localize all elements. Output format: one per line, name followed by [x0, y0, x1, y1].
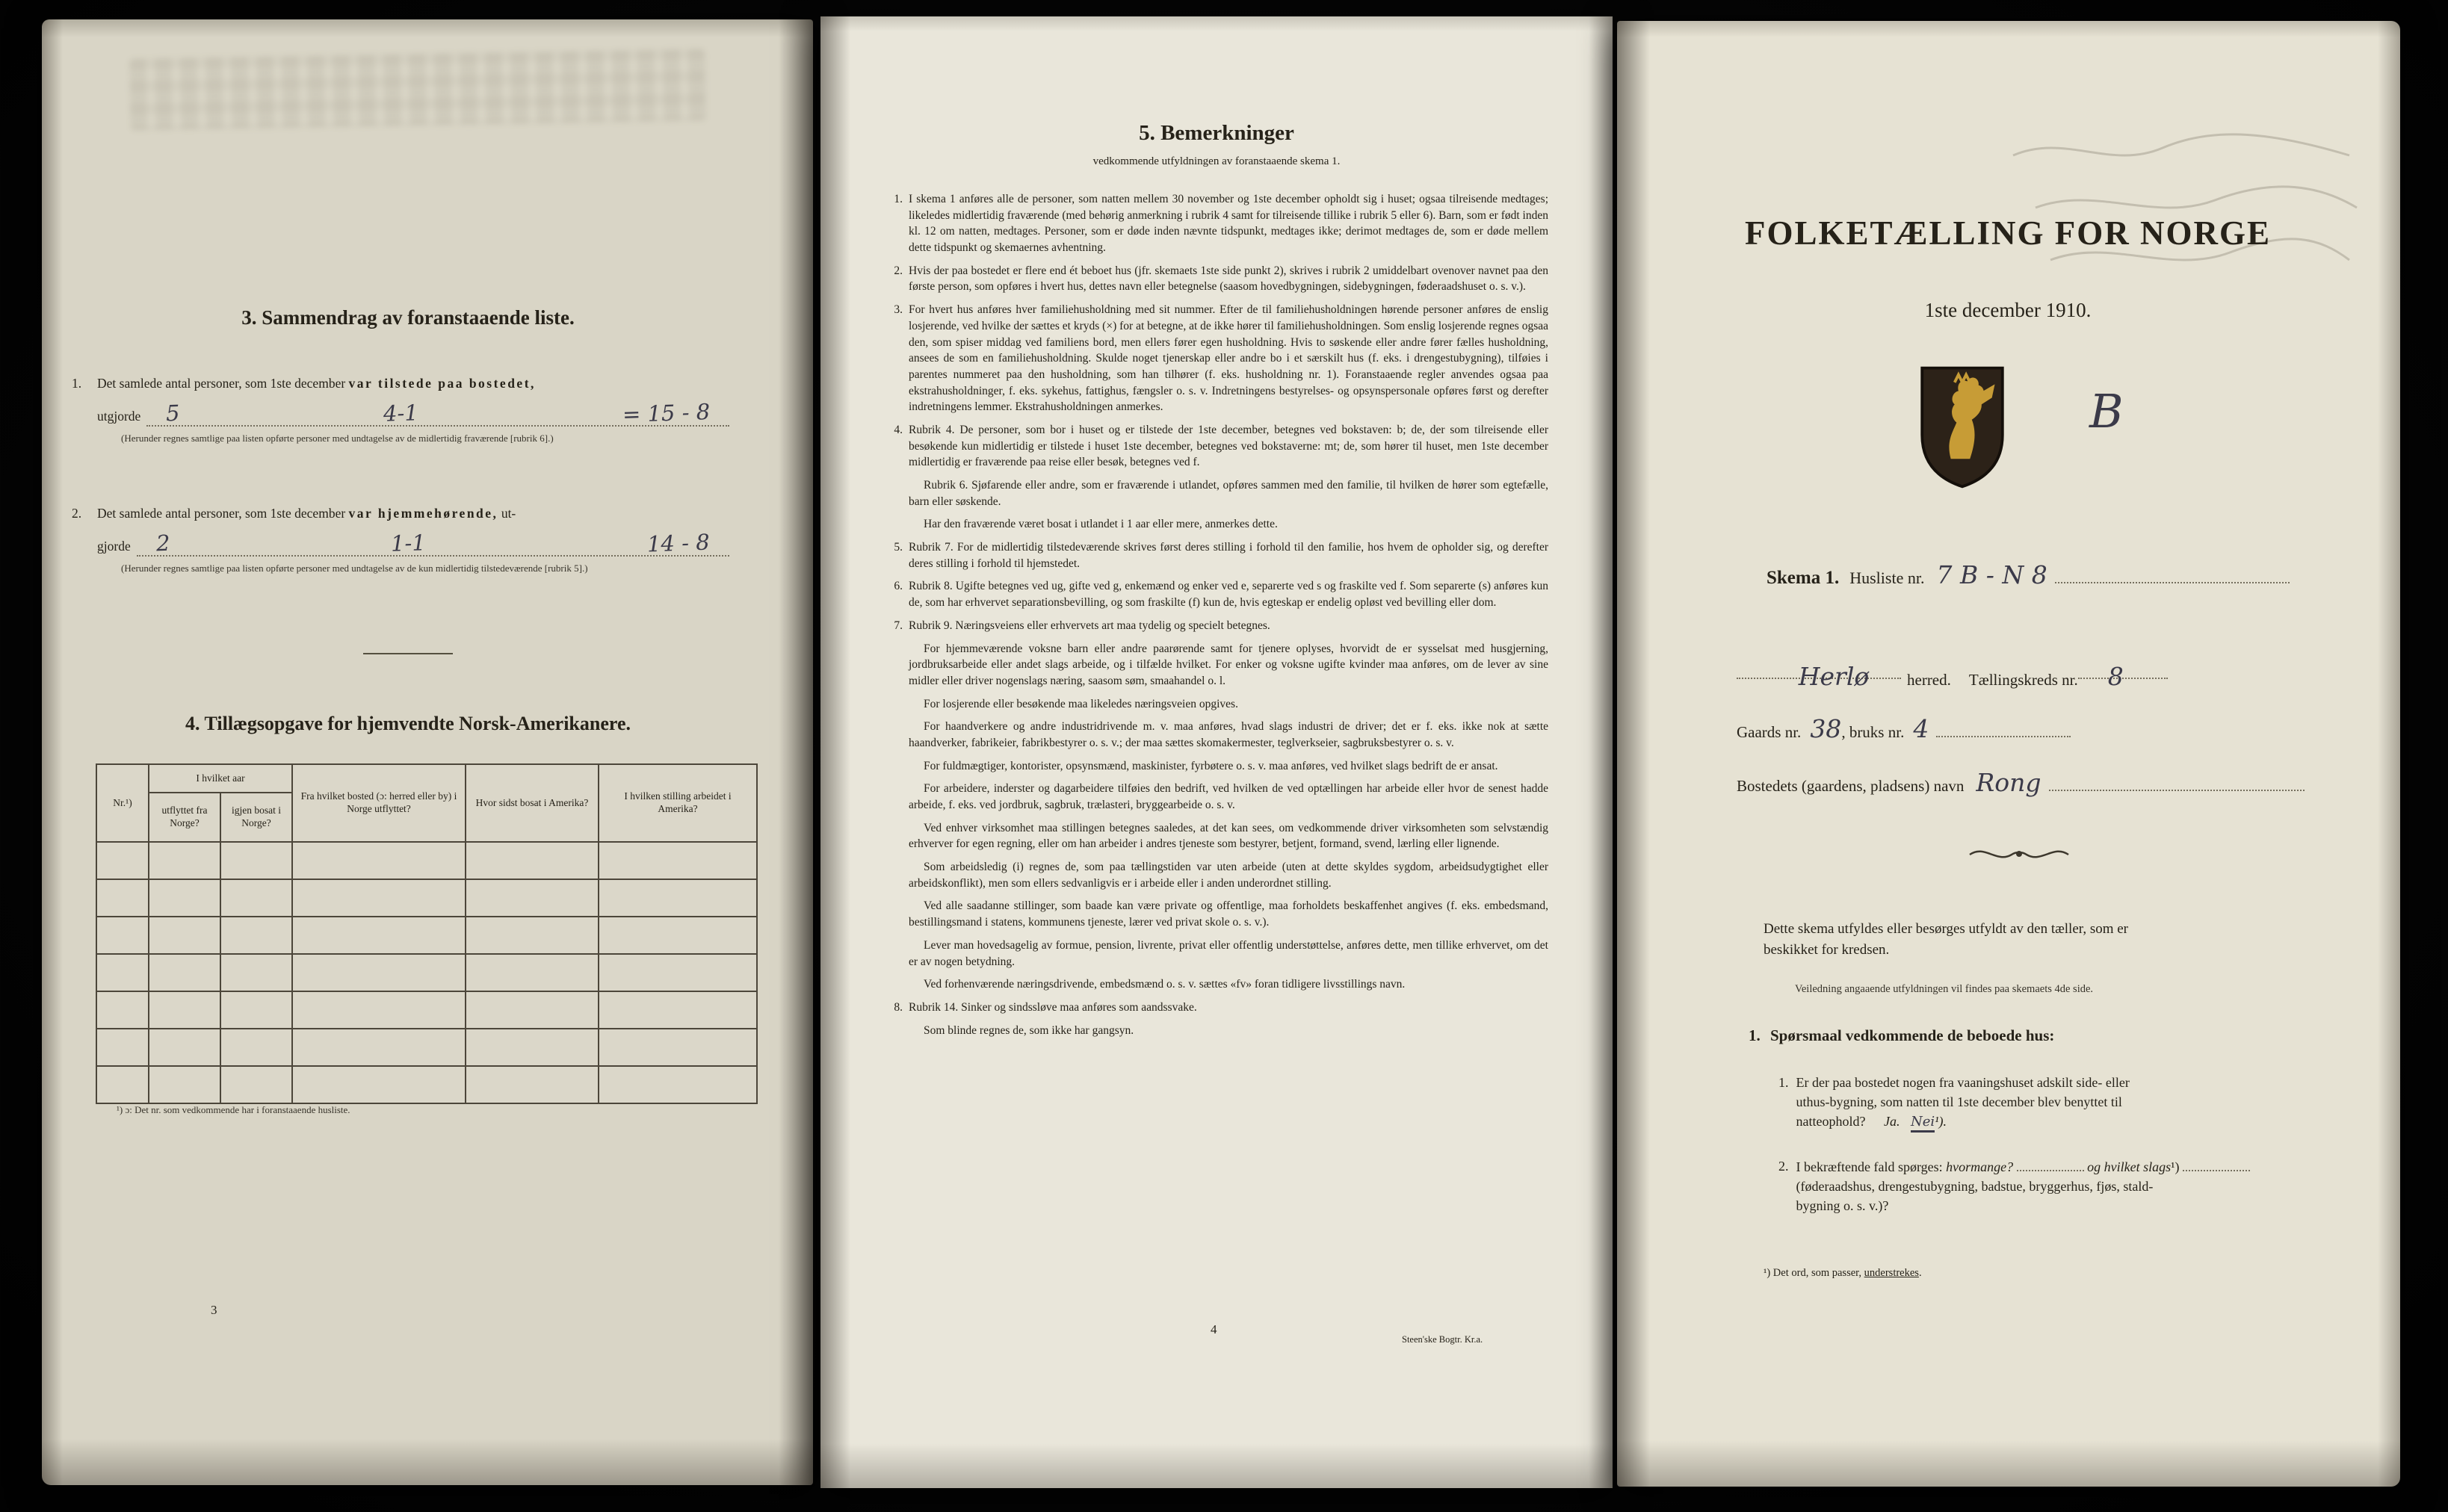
remark-number	[886, 516, 903, 533]
filler-note-line2: beskikket for kredsen.	[1764, 941, 1890, 958]
remark-text: Ved alle saadanne stillinger, som baade kan være private og offentlige, maa forholdets beskaffenhet angives (f. eks. embedsmand, bestillingsmand i statens, kommunens tjeneste, lærer ved privat skole o. s. v.).	[909, 899, 1548, 929]
dotted-line	[2055, 570, 2290, 583]
item-number: 1.	[72, 376, 82, 391]
remark-text: Ved forhenværende næringsdrivende, embedsmænd o. s. v. sættes «fv» foran tidligere livsstillings navn.	[924, 978, 1406, 991]
q2-line3: bygning o. s. v.)?	[1796, 1198, 1889, 1214]
section4-heading: 4. Tillægsopgave for hjemvendte Norsk-Amerikanere.	[185, 713, 631, 734]
norwegian-americans-table	[96, 763, 758, 1104]
remark-paragraph	[886, 1023, 1548, 1039]
remark-text: For haandverkere og andre industridrivende m. v. maa anføres, hvad slags industri de driver; det er f. eks. ikke nok at sætte haandverker, fabrikeier, fabrikbestyrer o. s. v.; der maa sættes skomakermester, teglverkseier, sagbruksbestyrer o. s. v.	[909, 720, 1548, 749]
question-1	[1778, 1073, 2302, 1132]
handwritten-right-value: 14 - 8	[646, 529, 711, 557]
filler-note-line1: Dette skema utfyldes eller besørges utfyldt av den tæller, som er	[1764, 921, 2129, 937]
remark-number: 1.	[894, 193, 903, 205]
remark-text: For arbeidere, inderster og dagarbeidere tilføies den bedrift, ved hvilken de ved optællingen har arbeide eller hvor de senest hadde arbeide, f. eks. ved jordbruk, sagbruk, trælasteri, bryggearbeide o. s. v.	[909, 782, 1548, 811]
q1-line2: uthus-bygning, som natten til 1ste december blev benyttet til	[1796, 1094, 2122, 1110]
remark-paragraph	[886, 422, 1548, 471]
question-text	[1796, 1073, 2130, 1132]
remark-text: Rubrik 7. For de midlertidig tilstedeværende skrives først deres stilling i forhold til den familie, hos hvem de opholder sig, og derefter deres stilling i forhold til hjemstedet.	[909, 541, 1548, 570]
item-text-emphasis: var hjemmehørende,	[348, 506, 498, 521]
remark-paragraph	[886, 696, 1548, 713]
table-row	[96, 842, 757, 879]
herred-label: herred.	[1907, 671, 1951, 689]
question-text	[1796, 1156, 2250, 1215]
table-row	[96, 954, 757, 991]
remark-text: For hvert hus anføres hver familiehusholdning med sit nummer. Efter de til familiehusholdningen hørende personer anføres de enslig losjerende, ved hvilke der sættes et kryds (×) for at betegne, at de ikke hører til familiehusholdningen. Som enslig losjerende regnes ogsaa den, som spiser middag ved familiens bord, men ellers fører egen husholdning. Hvis to søskende eller andre fører fælles husholdning, ansees de som en familiehusholdning. Skulde noget tjenerskap eller andre bo i et særskilt hus (f. eks. i drengestubygning), tilføies i parentes nummeret paa den husholdning, som han tilhører (f. eks. husholdning nr. 1). Foranstaaende regler anvendes ogsaa paa ekstrahusholdninger, f. eks. sykehus, fattighus, fængsler o. s. v. Indretningens bestyrelses- og opsynspersonale opføres først og derefter indretningens lemmer. Ekstrahusholdningen anmerkes.	[909, 303, 1548, 414]
divider-ornament-icon	[1967, 841, 2071, 867]
remark-paragraph	[886, 578, 1548, 610]
gjorde-label: gjorde	[97, 539, 131, 554]
dotted-line	[146, 397, 729, 427]
remark-paragraph	[886, 641, 1548, 690]
col-header-last-residence: Hvor sidst bosat i Amerika?	[466, 764, 599, 842]
remark-paragraph	[886, 302, 1548, 415]
item2-note: (Herunder regnes samtlige paa listen opførte personer med undtagelse av de kun midlertidig tilstedeværende [rubrik 5].)	[121, 562, 588, 574]
handwritten-kreds-number: 8	[2107, 662, 2124, 691]
handwritten-bosted-name: Rong	[1976, 768, 2041, 797]
q2-hvormange: hvormange?	[1946, 1159, 2014, 1174]
remark-paragraph	[886, 938, 1548, 970]
q2-line2: (føderaadshus, drengestubygning, badstue, bryggerhus, fjøs, stald-	[1796, 1179, 2154, 1195]
remark-paragraph	[886, 719, 1548, 751]
district-line	[1737, 662, 2305, 690]
answer-nei: Nei	[1911, 1114, 1935, 1133]
handwritten-gaards-number: 38	[1810, 714, 1842, 743]
remark-number	[886, 781, 903, 813]
col-header-from-residence: Fra hvilket bosted (ɔ: herred eller by) i Norge utflyttet?	[292, 764, 466, 842]
remark-paragraph	[886, 477, 1548, 509]
remark-paragraph	[886, 781, 1548, 813]
item-text-plain: Det samlede antal personer, som 1ste december	[97, 376, 346, 391]
remark-paragraph	[886, 539, 1548, 571]
residence-line	[1737, 768, 2305, 797]
q1-line3: natteophold?	[1796, 1114, 1866, 1130]
remark-paragraph	[886, 898, 1548, 930]
dotted-line	[1737, 662, 1901, 691]
handwritten-right-value: = 15 - 8	[622, 399, 711, 428]
husliste-label: Husliste nr.	[1849, 568, 1925, 587]
col-header-year-back: igjen bosat i Norge?	[220, 793, 292, 842]
remark-text: Rubrik 4. De personer, som bor i huset og er tilstede der 1ste december, betegnes ved bokstaven: b; de, der som tilreisende eller besøkende kun midlertidig er tilstede i huset 1ste december, betegnes ved bokstaverne: mt; de, som hører til huset, men 1ste december midlertidig er fraværende paa reise eller besøk, betegnes ved f.	[909, 423, 1548, 469]
table-row	[96, 1066, 757, 1103]
handwritten-letter: B	[2089, 384, 2124, 439]
dotted-line	[2049, 774, 2305, 791]
filler-note	[1764, 919, 2294, 960]
remark-text: Rubrik 6. Sjøfarende eller andre, som er fraværende i utlandet, opføres sammen med den familie, til hvilken de hører som egtefælle, barn eller søskende.	[909, 479, 1548, 508]
remark-number: 6.	[894, 580, 903, 593]
guidance-note: Veiledning angaaende utfyldningen vil findes paa skemaets 4de side.	[1795, 983, 2094, 995]
answer-ja: Ja.	[1883, 1114, 1900, 1130]
handwritten-bruks-number: 4	[1913, 714, 1929, 743]
remark-number: 8.	[894, 1000, 903, 1014]
table-footnote: ¹) ɔ: Det nr. som vedkommende har i foranstaaende husliste.	[117, 1104, 350, 1115]
handwritten-total: 5	[165, 400, 181, 427]
remarks-heading	[880, 121, 1553, 146]
remark-text: I skema 1 anføres alle de personer, som natten mellem 30 november og 1ste december opholdt sig i huset; ogsaa tilreisende medtages; likeledes midlertidig fraværende (med behørig anmerkning i rubrik 4 samt for tilreisende tillike i rubrik 5 eller 6). Barn, som er født inden kl. 12 om natten, medtages. Personer, som er døde inden nævnte tidspunkt, medtages ikke; derimot medtages de, som er døde mellem dette tidspunkt og skemaernes avhentning.	[909, 193, 1548, 255]
remark-text: For fuldmægtiger, kontorister, opsynsmænd, maskinister, fyrbøtere o. s. v. maa anføres, ved hvilket slags bedrift de er ansat.	[924, 759, 1498, 772]
remark-text: Har den fraværende været bosat i utlandet i 1 aar eller mere, anmerkes dette.	[924, 518, 1278, 531]
remark-paragraph	[886, 820, 1548, 852]
table-row	[96, 917, 757, 954]
footnote-period: .	[1918, 1267, 1922, 1279]
census-date: 1ste december 1910.	[1924, 299, 2092, 321]
page-number-middle: 4	[1211, 1322, 1217, 1336]
remark-paragraph	[886, 1000, 1548, 1016]
questions-heading-number: 1.	[1749, 1026, 1761, 1044]
remark-paragraph	[886, 263, 1548, 295]
page-middle	[820, 16, 1613, 1488]
answer-footnote-ref: ¹).	[1935, 1114, 1947, 1130]
remark-text: Som arbeidsledig (i) regnes de, som paa tællingstiden var uten arbeide (uten at dette skyldes sygdom, arbeidsudygtighet eller arbeidskonflikt), men som ellers sedvanligvis er i arbeide eller i anden underordnet stilling.	[909, 861, 1548, 890]
table-row	[96, 1029, 757, 1066]
title-page-footnote	[1764, 1267, 1922, 1280]
remark-number	[886, 641, 903, 690]
question-2	[1778, 1156, 2302, 1215]
tellingskreds-label: Tællingskreds nr.	[1968, 671, 2078, 689]
table-header-row-1	[96, 764, 757, 793]
remark-number	[886, 976, 903, 993]
remark-text: Som blinde regnes de, som ikke har gangsyn.	[924, 1023, 1134, 1037]
q1-line1: Er der paa bostedet nogen fra vaaningshuset adskilt side- eller	[1796, 1075, 2130, 1090]
item-text-emphasis: var tilstede paa bostedet,	[348, 376, 536, 391]
dotted-line	[2017, 1156, 2084, 1171]
footnote-text: ¹) Det ord, som passer,	[1764, 1267, 1864, 1279]
census-title: FOLKETÆLLING FOR NORGE	[1744, 214, 2272, 252]
remark-number: 5.	[894, 541, 903, 554]
handwritten-mid-value: 1-1	[390, 530, 427, 557]
table-row	[96, 991, 757, 1029]
remark-text: Rubrik 8. Ugifte betegnes ved ug, gifte ved g, enkemænd og enker ved e, separerte ved s og fraskilte ved f. Som separerte (s) anføres kun de, som har erhvervet separationsbevilling, og som fraskilte (f) kun de, hvis egteskap er endelig opløst ved bevilling eller dom.	[909, 580, 1548, 610]
remark-number: 4.	[894, 423, 903, 436]
remark-number	[886, 938, 903, 970]
remark-number	[886, 898, 903, 930]
remark-text: Hvis der paa bostedet er flere end ét beboet hus (jfr. skemaets 1ste side punkt 2), skrives i rubrik 2 umiddelbart ovenover navnet paa den første person, som opføres i hvert hus, dettes navn eller betegnelse (saasom hovedbygningen, sidebygningen, føderaadshuset o. s. v.).	[909, 264, 1548, 294]
remark-number	[886, 477, 903, 509]
form-number-line	[1767, 560, 2290, 589]
bruks-label: , bruks nr.	[1841, 723, 1905, 741]
col-header-position: I hvilken stilling arbeidet i Amerika?	[599, 764, 757, 842]
col-header-year-group: I hvilket aar	[149, 764, 292, 793]
questions-heading-text: Spørsmaal vedkommende de beboede hus:	[1770, 1026, 2055, 1044]
remark-number	[886, 820, 903, 852]
remark-number: 7.	[894, 619, 903, 632]
remark-number	[886, 696, 903, 713]
remark-number: 3.	[894, 303, 903, 317]
remark-number: 2.	[894, 264, 903, 277]
remark-paragraph	[886, 618, 1548, 634]
dotted-line	[2183, 1156, 2250, 1171]
item-text	[97, 374, 536, 393]
remark-paragraph	[886, 976, 1548, 993]
item-text-plain: ut-	[501, 506, 516, 521]
remarks-body	[886, 191, 1548, 1045]
dotted-line	[2078, 662, 2168, 691]
footnote-underlined-word: understrekes	[1864, 1267, 1919, 1279]
question-number: 2.	[1778, 1159, 1789, 1174]
remark-text: Ved enhver virksomhet maa stillingen betegnes saaledes, at det kan sees, om vedkommende driver virksomheten som selvstændig erhverver for egen regning, eller om han arbeider i andres tjeneste som bestyrer, betjent, formand, svend, lærling eller lignende.	[909, 821, 1548, 851]
question-number: 1.	[1778, 1075, 1789, 1090]
remark-number	[886, 719, 903, 751]
remark-number	[886, 758, 903, 775]
handwritten-herred: Herlø	[1798, 662, 1870, 691]
remark-paragraph	[886, 859, 1548, 891]
summary-item-2	[72, 504, 737, 575]
remark-number	[886, 859, 903, 891]
remark-text: Rubrik 14. Sinker og sindssløve maa anføres som aandssvake.	[909, 1000, 1197, 1014]
remark-text: Lever man hovedsagelig av formue, pension, livrente, privat eller offentlig understøttelse, anføres dette, men tillike erhvervet, om det er av nogen betydning.	[909, 938, 1548, 968]
item-number: 2.	[72, 506, 82, 521]
remark-paragraph	[886, 191, 1548, 256]
farm-line	[1737, 714, 2305, 743]
item-text	[97, 504, 516, 523]
remark-number	[886, 1023, 903, 1039]
item1-note: (Herunder regnes samtlige paa listen opførte personer med undtagelse av de midlertidig fraværende [rubrik 6].)	[121, 432, 554, 444]
remark-text: For losjerende eller besøkende maa likeledes næringsveien opgives.	[924, 697, 1238, 710]
gaards-label: Gaards nr.	[1737, 723, 1802, 741]
remark-paragraph	[886, 758, 1548, 775]
remark-paragraph	[886, 516, 1548, 533]
page-right	[1617, 21, 2400, 1487]
page-number-left: 3	[211, 1303, 217, 1317]
q2-footnote-ref: ¹)	[2171, 1159, 2180, 1174]
remarks-heading-number: 5.	[1139, 121, 1155, 145]
col-header-nr: Nr.¹)	[96, 764, 149, 842]
handwritten-husliste-number: 7 B - N 8	[1936, 560, 2047, 589]
section3-heading: 3. Sammendrag av foranstaaende liste.	[241, 306, 575, 329]
printer-imprint: Steen'ske Bogtr. Kr.a.	[1402, 1334, 1483, 1345]
q2-hvilket-slags: og hvilket slags	[2087, 1159, 2172, 1174]
page-left	[42, 19, 813, 1485]
table-row	[96, 879, 757, 917]
bosted-label: Bostedets (gaardens, pladsens) navn	[1737, 777, 1965, 795]
skema-label: Skema 1.	[1767, 568, 1840, 588]
section-divider	[363, 653, 453, 654]
remark-text: For hjemmeværende voksne barn eller andre paarørende samt for tjenere oplyses, hvorvidt de er sysselsat med husgjerning, jordbruksarbeide eller andet slags arbeide, og i tilfælde hvilket. For enker og voksne ugifte kvinder maa anføres, om de lever av sine midler eller driver nogenslags næring, saasom søm, smaahandel o. l.	[909, 642, 1548, 687]
item-text-plain: Det samlede antal personer, som 1ste december	[97, 506, 346, 521]
utgjorde-label: utgjorde	[97, 409, 141, 424]
dotted-line	[137, 527, 729, 557]
handwritten-mid-value: 4-1	[383, 400, 419, 427]
bleed-through-ghost	[129, 49, 706, 130]
remarks-heading-text: Bemerkninger	[1160, 121, 1294, 145]
dotted-line	[1936, 720, 2071, 737]
col-header-year-out: utflyttet fra Norge?	[149, 793, 220, 842]
remark-text: Rubrik 9. Næringsveiens eller erhvervets art maa tydelig og specielt betegnes.	[909, 619, 1270, 632]
remarks-subheading: vedkommende utfyldningen av foranstaaende skema 1.	[1092, 155, 1341, 167]
q2-part1: I bekræftende fald spørges:	[1796, 1159, 1943, 1174]
summary-item-1	[72, 374, 737, 445]
questions-heading	[1749, 1026, 2054, 1045]
handwritten-total: 2	[155, 530, 170, 557]
coat-of-arms-icon	[1914, 363, 2010, 492]
